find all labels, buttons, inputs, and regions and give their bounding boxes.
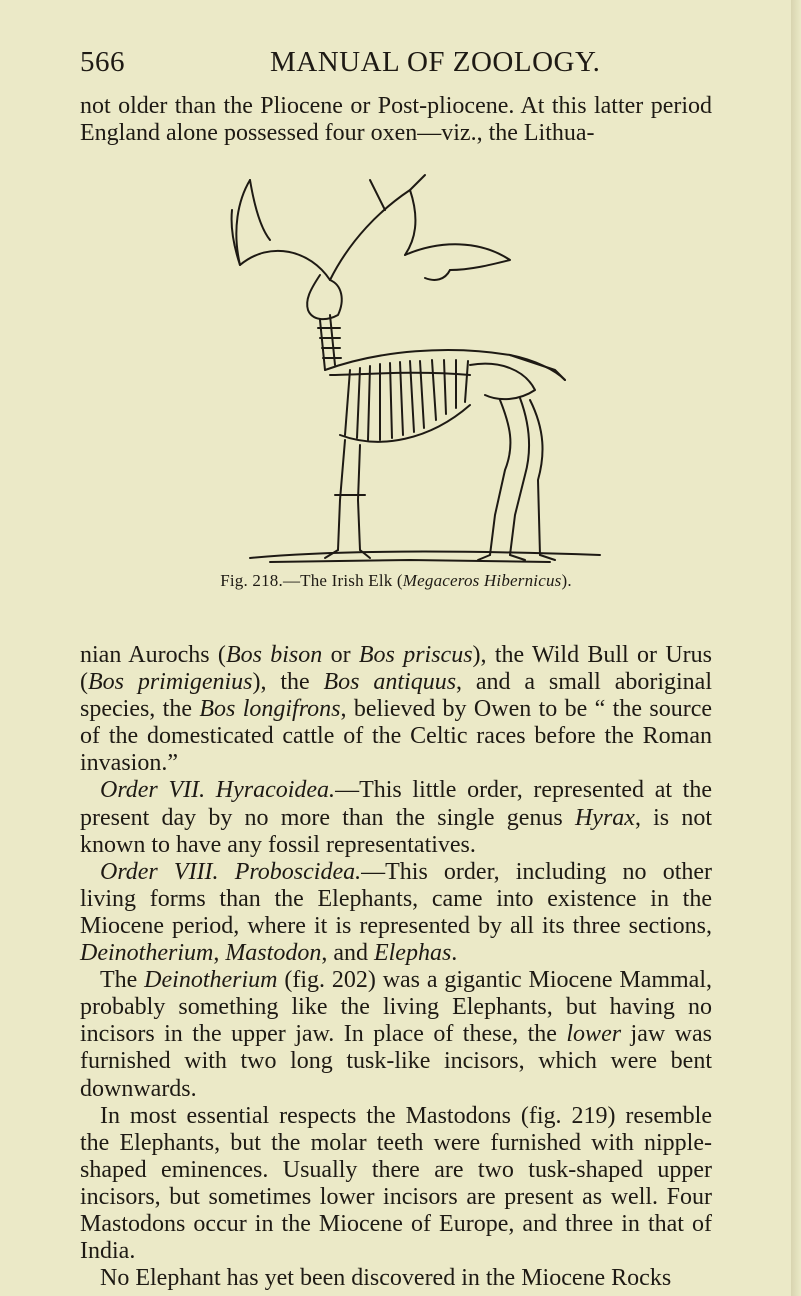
text-run: , bbox=[213, 940, 226, 967]
text-run: No Elephant has yet been discovered in the Miocene Rocks bbox=[100, 1265, 672, 1292]
text-italic: Deinotherium bbox=[144, 967, 278, 994]
text-run: In most essential respects the Mastodons (fig. 219) resemble the Elephants, but the molar teeth were furnished with nipple-shaped eminences. Usually there are two tusk-shaped upper incisors, but sometimes lower incisors are present as well. Four Mastodons occur in the Miocene of Europe, and three in that of India. bbox=[80, 1102, 712, 1265]
caption-species: Megaceros Hibernicus bbox=[402, 571, 562, 590]
text-run: ), the bbox=[252, 669, 324, 696]
running-title: MANUAL OF ZOOLOGY. bbox=[270, 46, 601, 78]
text-run: , believed by Owen to be “ the source of the domesticated cattle of the Celtic races before the Roman invasion.” bbox=[80, 696, 713, 777]
figure-irish-elk bbox=[210, 170, 610, 565]
text-run: , and a small aboriginal species, the bbox=[80, 669, 712, 723]
text-italic: Bos priscus bbox=[358, 642, 473, 668]
caption-suffix: ). bbox=[561, 571, 572, 590]
section-heading: Order VII. Hyracoidea. bbox=[100, 777, 336, 804]
text-italic: Bos primigenius bbox=[88, 669, 253, 696]
text-run: , is not known to have any fossil representatives. bbox=[80, 804, 712, 858]
text-top bbox=[80, 93, 712, 147]
text-run: —This little order, represented at the present day by no more than the single genus bbox=[80, 777, 712, 831]
text-run: (fig. 202) was a gigantic Miocene Mammal, probably something like the living Elephants, but having no incisors in the upper jaw. In place of these, the bbox=[80, 967, 713, 1048]
text-italic: Deinotherium bbox=[80, 940, 214, 967]
page-number: 566 bbox=[80, 46, 125, 78]
text-run: or bbox=[322, 642, 359, 668]
caption-prefix: Fig. 218.—The Irish Elk ( bbox=[220, 571, 403, 590]
text-italic: Mastodon bbox=[225, 940, 322, 967]
text-run: —This order, including no other living forms than the Elephants, came into existence in the Miocene period, where it is represented by all its three sections, bbox=[80, 858, 712, 939]
text-italic: Hyrax bbox=[574, 804, 635, 831]
text-body bbox=[80, 642, 712, 1292]
paragraph-mastodons bbox=[80, 1103, 712, 1266]
text-italic: Elephas bbox=[373, 940, 452, 967]
figure-caption bbox=[80, 571, 712, 591]
text-italic: Bos antiquus bbox=[323, 669, 457, 696]
paragraph-deinotherium bbox=[80, 967, 712, 1102]
paragraph-proboscidea bbox=[80, 859, 712, 967]
text-italic: lower bbox=[566, 1021, 622, 1048]
section-heading: Order VIII. Proboscidea. bbox=[100, 858, 362, 885]
running-head bbox=[80, 46, 712, 86]
irish-elk-skeleton-icon bbox=[210, 170, 610, 565]
paragraph-continued: not older than the Pliocene or Post-pliocene. At this latter period England alone possessed four oxen—viz., the Lithua- bbox=[80, 93, 712, 147]
paragraph-aurochs bbox=[80, 642, 712, 777]
text-run: , and bbox=[321, 940, 374, 967]
text-run: The bbox=[100, 967, 145, 994]
paragraph-hyracoidea bbox=[80, 777, 712, 858]
text-run: jaw was furnished with two long tusk-like incisors, which were bent downwards. bbox=[80, 1021, 712, 1102]
text-run: nian Aurochs ( bbox=[80, 642, 226, 668]
text-italic: Bos longifrons bbox=[199, 696, 341, 723]
page-edge-shadow bbox=[791, 0, 801, 1296]
paragraph-elephant bbox=[80, 1265, 712, 1292]
text-italic: Bos bison bbox=[225, 642, 323, 668]
text-run: . bbox=[451, 940, 458, 967]
text-run: ), the Wild Bull or Urus ( bbox=[80, 642, 713, 696]
